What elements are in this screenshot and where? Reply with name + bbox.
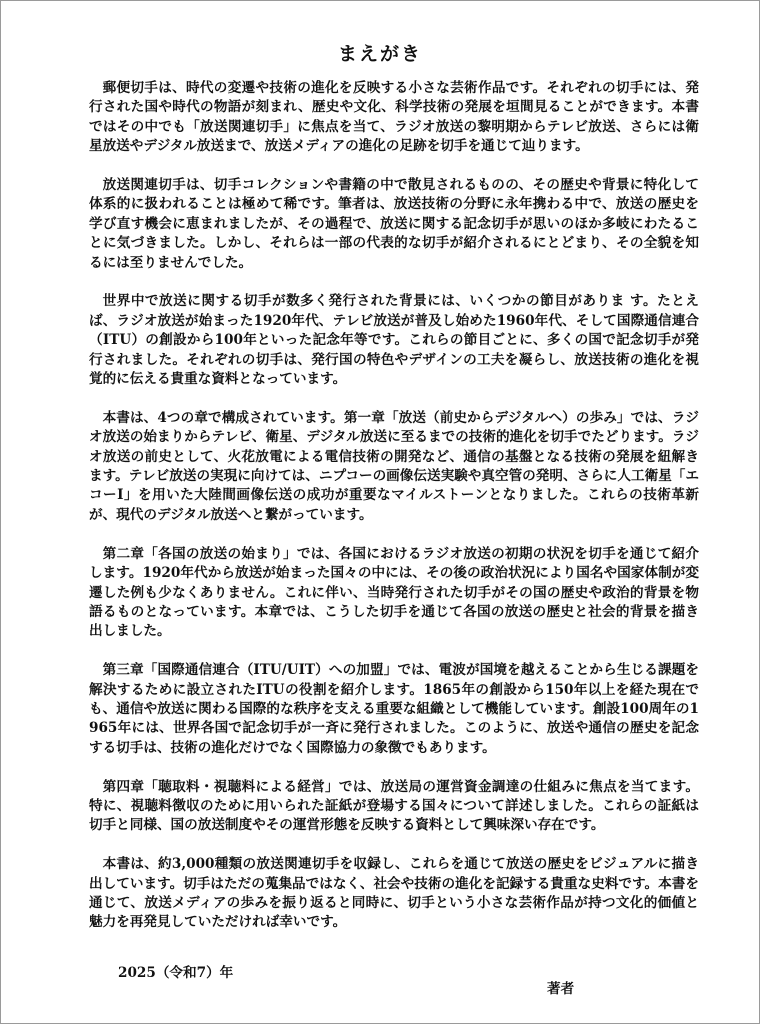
paragraph-chapter-4: 第四章「聴取料・視聴料による経営」では、放送局の運営資金調達の仕組みに焦点を当てます。特に、視聴料徴収のために用いられた証紙が登場する国々について詳述しました。これらの証紙は切手と同様、国の放送制度やその運営形態を反映する資料として興味深い存在です。 bbox=[89, 778, 699, 834]
preface-body bbox=[89, 79, 699, 952]
paragraph-chapter-2: 第二章「各国の放送の始まり」では、各国におけるラジオ放送の初期の状況を切手を通じて紹介します。1920年代から放送が始まった国々の中には、その後の政治状況により国名や国家体制が変遷した例も少なくありません。これに伴い、当時発行された切手がその国の歴史や政治的背景を物語るものとなっています。本章では、こうした切手を通じて各国の放送の歴史と社会的背景を描き出しました。 bbox=[89, 545, 699, 640]
publication-date: 2025（令和7）年 bbox=[118, 965, 234, 981]
paragraph-intro: 郵便切手は、時代の変遷や技術の進化を反映する小さな芸術作品です。それぞれの切手には、発行された国や時代の物語が刻まれ、歴史や文化、科学技術の発展を垣間見ることができます。本書ではその中でも「放送関連切手」に焦点を当て、ラジオ放送の黎明期からテレビ放送、さらには衛星放送やデジタル放送まで、放送メディアの進化の足跡を切手を通じて辿ります。 bbox=[89, 80, 699, 155]
paragraph-closing: 本書は、約3,000種類の放送関連切手を収録し、これらを通じて放送の歴史をビジュアルに描き出しています。切手はただの蒐集品ではなく、社会や技術の進化を記録する貴重な史料です。本書を通じて、放送メディアの歩みを振り返ると同時に、切手という小さな芸術作品が持つ文化的価値と魅力を再発見していただければ幸いです。 bbox=[89, 856, 699, 931]
paragraph-background: 放送関連切手は、切手コレクションや書籍の中で散見されるものの、その歴史や背景に特化して体系的に扱われることは極めて稀です。筆者は、放送技術の分野に永年携わる中で、放送の歴史を学び直す機会に恵まれましたが、その過程で、放送に関する記念切手が思いのほか多岐にわたることに気づきました。しかし、それらは一部の代表的な切手が紹介されるにとどまり、その全貌を知るには至りませんでした。 bbox=[89, 177, 699, 271]
author-signature: 著者 bbox=[547, 981, 575, 997]
page-title: まえがき bbox=[337, 43, 422, 65]
paragraph-chapter-3: 第三章「国際通信連合（ITU/UIT）への加盟」では、電波が国境を越えることから生じる課題を解決するために設立されたITUの役割を紹介します。1865年の創設から150年以上を経た現在でも、通信や放送に関わる国際的な秩序を支える重要な組織として機能しています。創設100周年の1965年には、世界各国で記念切手が一斉に発行されました。このように、放送や通信の歴史を記念する切手は、技術の進化だけでなく国際協力の象徴でもあります。 bbox=[89, 662, 699, 756]
paragraph-chapter-1: 本書は、4つの章で構成されています。第一章「放送（前史からデジタルへ）の歩み」では、ラジオ放送の始まりからテレビ、衛星、デジタル放送に至るまでの技術的進化を切手でたどります。ラジオ放送の前史として、火花放電による電信技術の開発など、通信の基盤となる技術の発展を紐解きます。テレビ放送の実現に向けては、ニプコーの画像伝送実験や真空管の発明、さらに人工衛星「エコーⅠ」を用いた大陸間画像伝送の成功が重要なマイルストーンとなりました。これらの技術革新が、現代のデジタル放送へと繋がっています。 bbox=[89, 409, 699, 523]
paragraph-milestones: 世界中で放送に関する切手が数多く発行された背景には、いくつかの節目がありま す。たとえば、ラジオ放送が始まった1920年代、テレビ放送が普及し始めた1960年代、そして国際通信連合（ITU）の創設から100年といった記念年等です。これらの節目ごとに、多くの国で記念切手が発行されました。それぞれの切手は、発行国の特色やデザインの工夫を凝らし、放送技術の進化を視覚的に伝える貴重な資料となっています。 bbox=[89, 293, 699, 388]
